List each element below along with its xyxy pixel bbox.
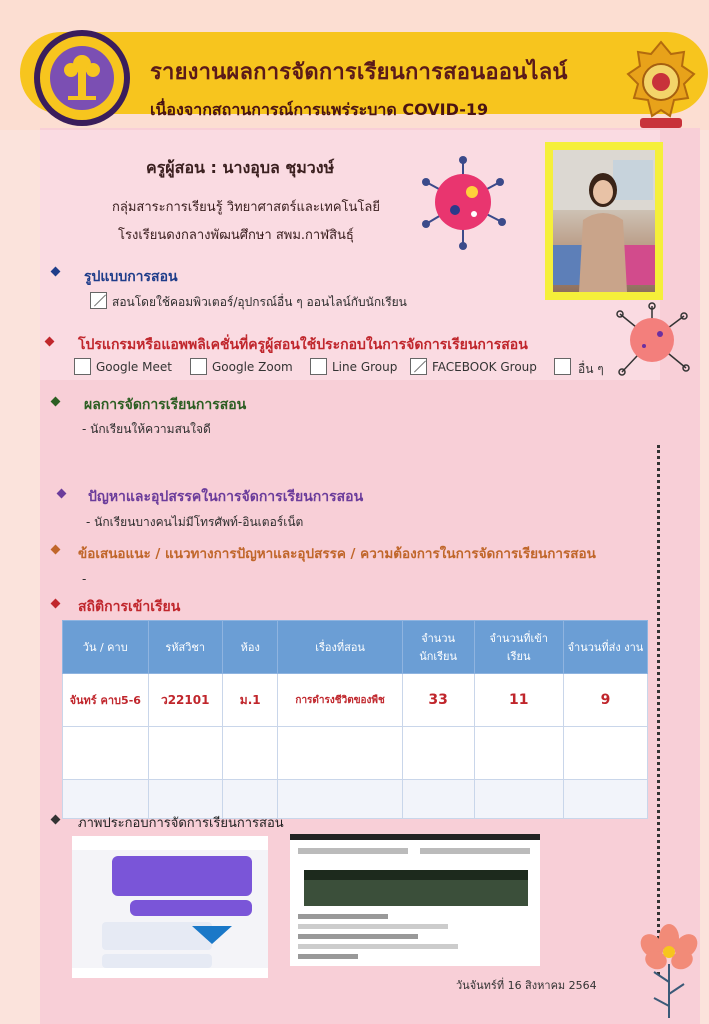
google-zoom-checkbox[interactable]: [190, 358, 207, 375]
table-row: [63, 674, 648, 727]
results-heading: ผลการจัดการเรียนการสอน: [84, 397, 247, 413]
table-cell: [474, 780, 563, 819]
table-cell: ม.1: [222, 674, 278, 727]
table-cell: [148, 727, 222, 780]
line-group-checkbox[interactable]: [310, 358, 327, 375]
virus-small-icon: [614, 302, 690, 378]
facebook-screenshot-image: [290, 834, 540, 966]
teaching-format-option: สอนโดยใช้คอมพิวเตอร์/อุปกรณ์อื่น ๆ ออนไลน์กับนักเรียน: [112, 295, 407, 309]
line-group-label: Line Group: [332, 360, 398, 374]
teaching-format-checkbox[interactable]: [90, 292, 107, 309]
table-cell: การดำรงชีวิตของพืช: [278, 674, 402, 727]
column-header: รหัสวิชา: [148, 621, 222, 674]
panel-notch: [0, 380, 40, 452]
table-cell: 33: [402, 674, 474, 727]
person-photo-icon: [553, 150, 655, 292]
page-subtitle: เนื่องจากสถานการณ์การแพร่ระบาด COVID-19: [150, 100, 489, 119]
photos-heading: ภาพประกอบการจัดการเรียนการสอน: [78, 816, 284, 831]
column-header: เรื่องที่สอน: [278, 621, 402, 674]
teacher-name: ครูผู้สอน : นางอุบล ชุมวงษ์: [146, 158, 335, 177]
table-cell: [63, 727, 149, 780]
dotted-divider: [657, 445, 660, 975]
table-cell: [563, 780, 647, 819]
column-header: วัน / คาบ: [63, 621, 149, 674]
teacher-photo: [545, 142, 663, 300]
teacher-photo-image: [553, 150, 655, 292]
school-name: โรงเรียนดงกลางพัฒนศึกษา สพม.กาฬสินธุ์: [118, 228, 354, 243]
teaching-format-heading: รูปแบบการสอน: [84, 269, 178, 285]
results-text: - นักเรียนให้ความสนใจดี: [82, 422, 211, 436]
school-logo-icon: [28, 28, 136, 128]
column-header: ห้อง: [222, 621, 278, 674]
page-title: รายงานผลการจัดการเรียนการสอนออนไลน์: [150, 60, 568, 85]
report-date: วันจันทร์ที่ 16 สิงหาคม 2564: [456, 979, 597, 992]
attendance-table: [62, 620, 648, 819]
suggestions-text: -: [82, 572, 87, 586]
table-cell: [222, 727, 278, 780]
table-cell: 11: [474, 674, 563, 727]
problems-heading: ปัญหาและอุปสรรคในการจัดการเรียนการสอน: [88, 489, 364, 505]
chat-screenshot-image: [72, 836, 268, 978]
column-header: จำนวนที่ส่ง งาน: [563, 621, 647, 674]
attendance-heading: สถิติการเข้าเรียน: [78, 599, 181, 615]
column-header: จำนวนที่เข้า เรียน: [474, 621, 563, 674]
table-cell: [402, 780, 474, 819]
table-cell: ว22101: [148, 674, 222, 727]
virus-icon: [420, 152, 506, 252]
facebook-group-checkbox[interactable]: [410, 358, 427, 375]
table-cell: [474, 727, 563, 780]
other-label: อื่น ๆ: [578, 362, 604, 376]
table-cell: [278, 780, 402, 819]
facebook-screenshot: [290, 834, 540, 966]
google-meet-checkbox[interactable]: [74, 358, 91, 375]
google-meet-label: Google Meet: [96, 360, 172, 374]
problems-text: - นักเรียนบางคนไม่มีโทรศัพท์-อินเตอร์เน็ต: [86, 515, 304, 529]
flower-icon: [632, 920, 706, 1020]
table-header-row: [63, 621, 648, 674]
suggestions-heading: ข้อเสนอแนะ / แนวทางการปัญหาและอุปสรรค / ความต้องการในการจัดการเรียนการสอน: [78, 546, 596, 562]
emblem-icon: [626, 40, 696, 134]
other-checkbox[interactable]: [554, 358, 571, 375]
table-cell: 9: [563, 674, 647, 727]
google-zoom-label: Google Zoom: [212, 360, 293, 374]
column-header: จำนวน นักเรียน: [402, 621, 474, 674]
facebook-group-label: FACEBOOK Group: [432, 360, 537, 374]
table-cell: จันทร์ คาบ5-6: [63, 674, 149, 727]
learning-group: กลุ่มสาระการเรียนรู้ วิทยาศาสตร์และเทคโนโลยี: [112, 200, 380, 215]
table-row: [63, 727, 648, 780]
chat-screenshot: [72, 836, 268, 978]
table-cell: [563, 727, 647, 780]
table-cell: [402, 727, 474, 780]
table-cell: [278, 727, 402, 780]
programs-heading: โปรแกรมหรือแอพพลิเคชั่นที่ครูผู้สอนใช้ประกอบในการจัดการเรียนการสอน: [78, 337, 528, 353]
